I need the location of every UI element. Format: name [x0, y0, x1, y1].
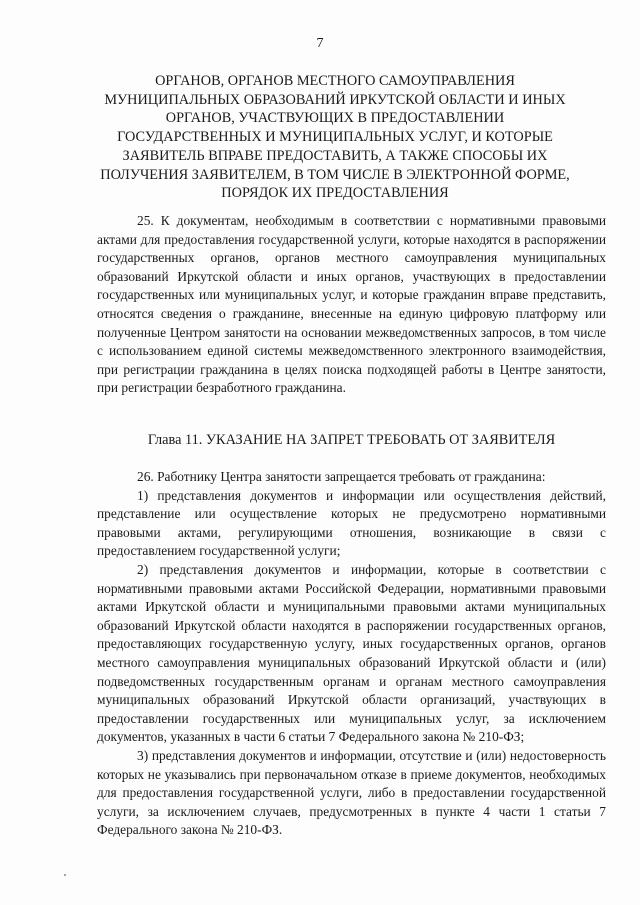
heading-line: ПОЛУЧЕНИЯ ЗАЯВИТЕЛЕМ, В ТОМ ЧИСЛЕ В ЭЛЕКТРОННОЙ ФОРМЕ, — [100, 166, 570, 183]
paragraph-26-intro: 26. Работнику Центра занятости запрещается требовать от гражданина: — [137, 469, 546, 484]
paragraph-26-item: 2) представления документов и информации, которые в соответствии с нормативными правовыми актами Российской Федерации, нормативными правовыми актами Иркутской области и муниципальными правовыми актами муниципальных образований Иркутской области находятся в распоряжении государственных органов, предоставляющих государственную услугу, иных государственных органов, органов местного самоуправления муниципальных образований Иркутской области и (или) подведомственных государственным органам и органам местного самоуправления муниципальных образований Иркутской области организаций, участвующих в предоставлении государственных или муниципальных услуг, за исключением документов, указанных в части 6 статьи 7 Федерального закона № 210-ФЗ; — [97, 561, 606, 745]
section-heading — [90, 72, 580, 203]
paragraph-26-item: 1) представления документов и информации или осуществления действий, представление или осуществление которых не предусмотрено нормативными правовыми актами, регулирующими отношения, возникающие в связи с предоставлением государственной услуги; — [97, 487, 606, 559]
chapter-title: Глава 11. УКАЗАНИЕ НА ЗАПРЕТ ТРЕБОВАТЬ ОТ ЗАЯВИТЕЛЯ — [147, 432, 556, 448]
paragraph-25-section — [97, 212, 606, 398]
paragraph-26-item: 3) представления документов и информации, отсутствие и (или) недостоверность которых не указывались при первоначальном отказе в приеме документов, необходимых для предоставления государственной услуги, либо в предоставлении государственной услуги, за исключением случаев, предусмотренных в пункте 4 части 1 статьи 7 Федерального закона № 210-ФЗ. — [97, 747, 606, 838]
scan-dot — [64, 874, 66, 876]
page-number: 7 — [316, 36, 324, 51]
heading-line: МУНИЦИПАЛЬНЫХ ОБРАЗОВАНИЙ ИРКУТСКОЙ ОБЛАСТИ И ИНЫХ — [104, 91, 566, 108]
heading-line: ОРГАНОВ, УЧАСТВУЮЩИХ В ПРЕДОСТАВЛЕНИИ — [165, 110, 505, 127]
paragraph-25: 25. К документам, необходимым в соответствии с нормативными правовыми актами для предоставления государственной услуги, которые находятся в распоряжении государственных органов, органов местного самоуправления муниципальных образований Иркутской области и иных органов, участвующих в предоставлении государственных или муниципальных услуг, и которые гражданин вправе представить, относятся сведения о гражданине, внесенные на единую цифровую платформу или полученные Центром занятости на основании межведомственных запросов, в том числе с использованием единой системы межведомственного электронного взаимодействия, при регистрации гражданина в целях поиска подходящей работы в Центре занятости, при регистрации безработного гражданина. — [97, 213, 606, 396]
heading-line: ГОСУДАРСТВЕННЫХ И МУНИЦИПАЛЬНЫХ УСЛУГ, И КОТОРЫЕ — [117, 129, 553, 146]
paragraph-26-section — [97, 468, 606, 840]
heading-line: ОРГАНОВ, ОРГАНОВ МЕСТНОГО САМОУПРАВЛЕНИЯ — [155, 73, 515, 89]
heading-line: ПОРЯДОК ИХ ПРЕДОСТАВЛЕНИЯ — [221, 185, 449, 202]
heading-line: ЗАЯВИТЕЛЬ ВПРАВЕ ПРЕДОСТАВИТЬ, А ТАКЖЕ СПОСОБЫ ИХ — [122, 147, 548, 164]
